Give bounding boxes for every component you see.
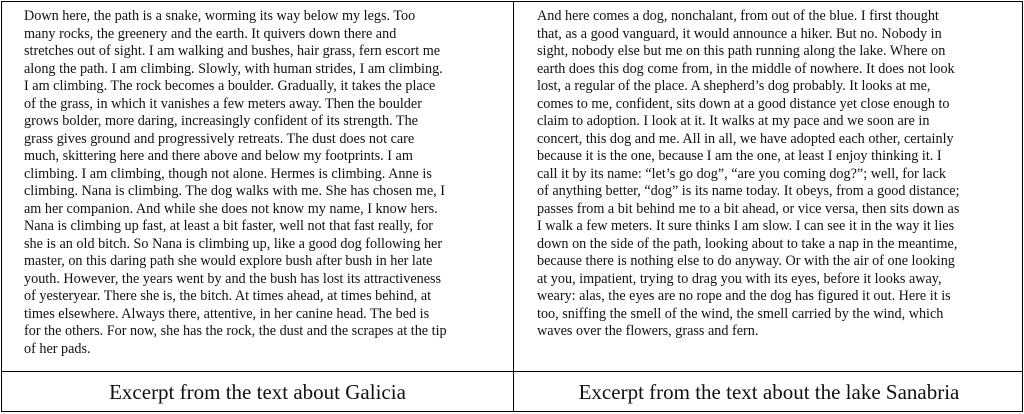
galicia-excerpt-text: Down here, the path is a snake, worming its way below my legs. Too many rocks, the greenery and the earth. It quivers down there and stretches out of sight. I am walking and bushes, hair grass, fern escort me along the path. I am climbing. Slowly, with human strides, I am climbing. I am climbing. The rock becomes a boulder. Gradually, it takes the place of the grass, in which it vanishes a few meters away. Then the boulder grows bolder, more daring, increasingly confident of its strength. The grass gives ground and progressively retreats. The dust does not care much, skittering here and there above and below my footprints. I am climbing. I am climbing, though not alone. Hermes is climbing. Anne is climbing. Nana is climbing. The dog walks with me. She has chosen me, I am her companion. And while she does not know my name, I know hers. Nana is climbing up fast, at least a bit faster, well not that fast really, for she is an old bitch. So Nana is climbing up, like a good dog following her master, on this daring path she would explore bush after bush in her late youth. However, the years went by and the bush has lost its attractiveness of yesteryear. There she is, the bitch. At times ahead, at times behind, at times elsewhere. Always there, attentive, in her canine head. The bed is for the others. For now, she has the rock, the dust and the scrapes at the tip of her pads. [24, 8, 447, 357]
sanabria-excerpt-text: And here comes a dog, nonchalant, from out of the blue. I first thought that, as a good vanguard, it would announce a hiker. But no. Nobody in sight, nobody else but me on this path running along the lake. Where on earth does this dog come from, in the middle of nowhere. It does not look lost, a regular of the place. A shepherd’s dog probably. It looks at me, comes to me, confident, sits down at a good distance yet close enough to claim to adoption. I look at it. It walks at my pace and we soon are in concert, this dog and me. All in all, we have adopted each other, certainly because it is the one, because I am the one, at least I enjoy thinking it. I call it by its name: “let’s go dog”, “are you coming dog?”; well, for lack of anything better, “dog” is its name today. It obeys, from a good distance; passes from a bit behind me to a bit ahead, or vice versa, then sits down as I walk a few meters. It sure thinks I am slow. I can see it in the way it lies down on the side of the path, looking about to take a nap in the meantime, because there is nothing else to do anyway. Or with the air of one looking at you, impatient, trying to drag you with its eyes, before it looks away, weary: alas, the eyes are no rope and the dog has figured it out. Here it is too, sniffing the smell of the wind, the smell carried by the wind, which waves over the flowers, grass and fern. [537, 8, 960, 339]
sanabria-caption: Excerpt from the text about the lake Sanabria [578, 380, 960, 404]
column-divider [513, 2, 514, 411]
galicia-caption: Excerpt from the text about Galicia [109, 380, 406, 404]
excerpt-table [1, 1, 1023, 412]
